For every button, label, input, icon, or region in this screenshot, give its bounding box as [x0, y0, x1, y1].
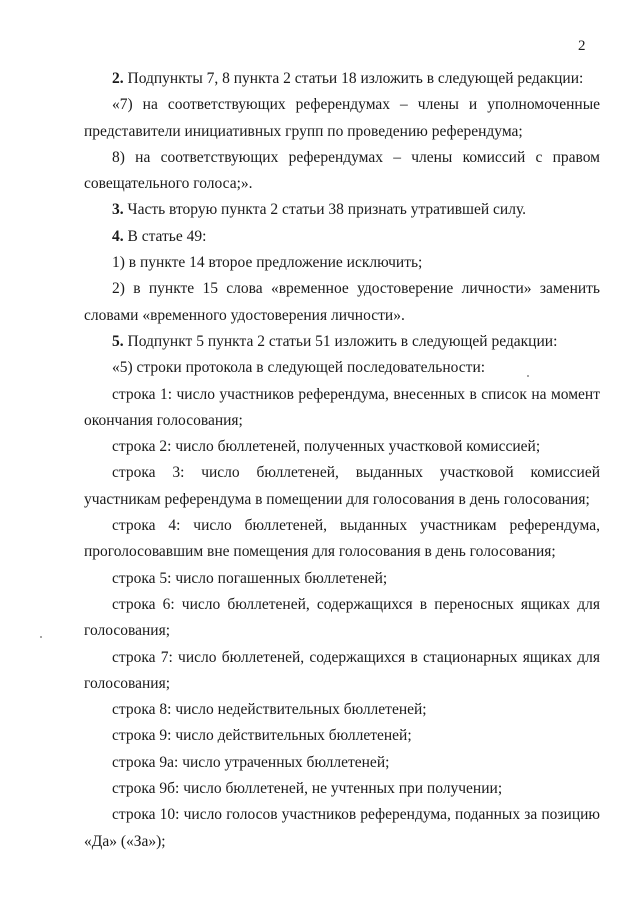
scan-speck	[40, 636, 42, 638]
paragraph-subitem-7	[84, 92, 600, 145]
protocol-line-8	[84, 697, 600, 723]
paragraph-subitem-5	[84, 355, 600, 381]
item-number: 2.	[112, 70, 124, 87]
protocol-line-3	[84, 460, 600, 513]
paragraph-subitem-8	[84, 145, 600, 198]
protocol-line-2	[84, 434, 600, 460]
paragraph-text: 8) на соответствующих референдумах – члены комиссий с правом совещательного голоса;».	[84, 148, 600, 193]
paragraph-text: «5) строки протокола в следующей последовательности:	[112, 359, 486, 377]
paragraph-text: строка 9а: число утраченных бюллетеней;	[112, 753, 390, 771]
protocol-line-6	[84, 592, 600, 645]
paragraph-text: строка 9: число действительных бюллетеней;	[112, 727, 412, 745]
protocol-line-9a	[84, 750, 600, 776]
paragraph-text: Подпункты 7, 8 пункта 2 статьи 18 изложить в следующей редакции:	[127, 70, 584, 87]
paragraph-subitem-1	[84, 250, 600, 276]
paragraph-text: Подпункт 5 пункта 2 статьи 51 изложить в следующей редакции:	[127, 332, 558, 350]
paragraph-text: «7) на соответствующих референдумах – члены и уполномоченные представители инициативных групп по проведению референдума;	[84, 96, 600, 140]
paragraph-item-5	[84, 329, 600, 355]
scan-speck	[527, 375, 529, 377]
paragraph-text: строка 7: число бюллетеней, содержащихся в стационарных ящиках для голосования;	[84, 648, 600, 692]
item-number: 4.	[112, 227, 124, 245]
paragraph-text: строка 9б: число бюллетеней, не учтенных при получении;	[112, 780, 503, 798]
protocol-line-10	[84, 802, 600, 855]
paragraph-text: 2) в пункте 15 слова «временное удостоверение личности» заменить словами «временного удостоверения личности».	[84, 280, 600, 324]
paragraph-text: Часть вторую пункта 2 статьи 38 признать утратившей силу.	[127, 201, 527, 219]
protocol-line-5	[84, 566, 600, 592]
paragraph-item-4	[84, 224, 600, 250]
paragraph-text: В статье 49:	[127, 227, 207, 245]
paragraph-text: строка 4: число бюллетеней, выданных участникам референдума, проголосовавшим вне помещения для голосования в день голосования;	[84, 517, 600, 561]
paragraph-text: строка 3: число бюллетеней, выданных участковой комиссией участникам референдума в помещении для голосования в день голосования;	[84, 464, 600, 508]
paragraph-text: строка 1: число участников референдума, внесенных в список на момент окончания голосования;	[84, 385, 600, 429]
paragraph-text: строка 2: число бюллетеней, полученных участковой комиссией;	[112, 438, 541, 456]
protocol-line-4	[84, 513, 600, 566]
protocol-line-9b	[84, 776, 600, 802]
item-number: 5.	[112, 332, 124, 350]
paragraph-subitem-2	[84, 276, 600, 329]
item-number: 3.	[112, 201, 124, 219]
paragraph-text: строка 8: число недействительных бюллетеней;	[112, 701, 427, 719]
paragraph-text: 1) в пункте 14 второе предложение исключить;	[112, 254, 423, 272]
paragraph-text: строка 10: число голосов участников референдума, поданных за позицию «Да» («За»);	[84, 806, 600, 850]
document-body	[84, 66, 600, 855]
paragraph-text: строка 5: число погашенных бюллетеней;	[112, 569, 388, 587]
paragraph-item-3	[84, 197, 600, 223]
protocol-line-7	[84, 645, 600, 698]
protocol-line-9	[84, 723, 600, 749]
protocol-line-1	[84, 382, 600, 435]
paragraph-item-2	[84, 66, 600, 92]
paragraph-text: строка 6: число бюллетеней, содержащихся в переносных ящиках для голосования;	[84, 595, 600, 640]
page-number: 2	[578, 38, 586, 54]
